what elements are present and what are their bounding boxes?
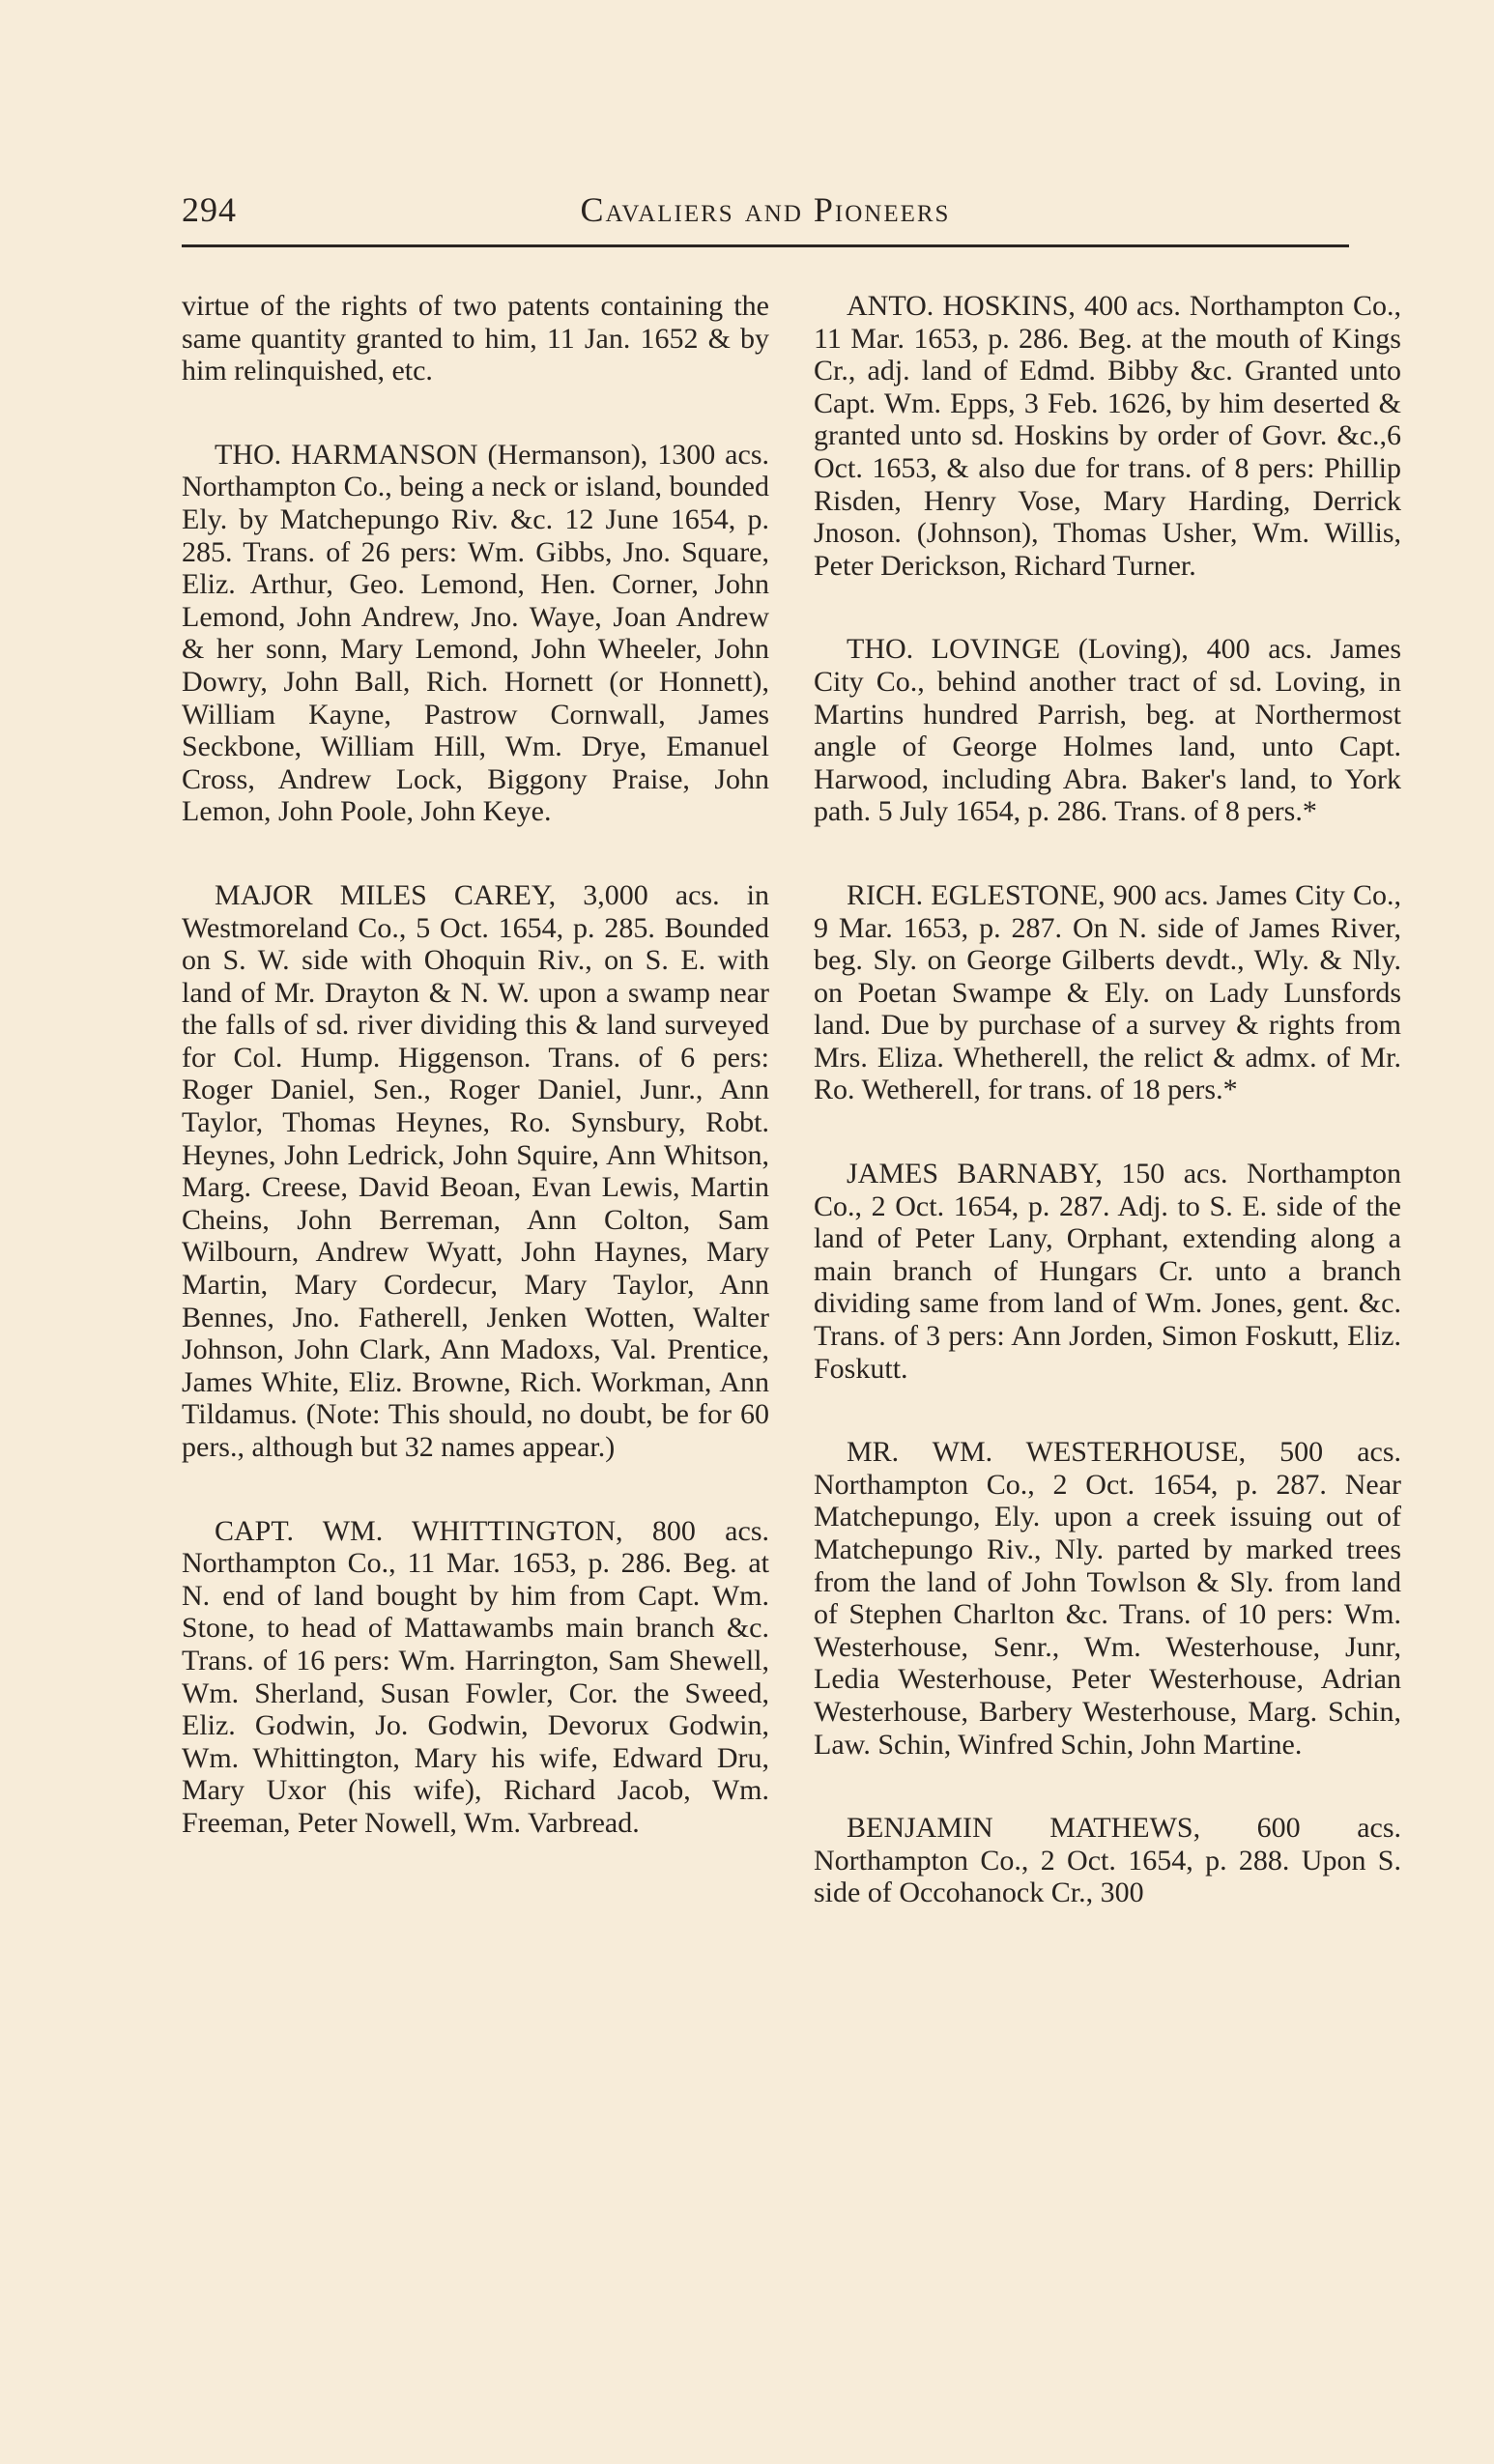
entry-barnaby: JAMES BARNABY, 150 acs. Northampton Co., 2 Oct. 1654, p. 287. Adj. to S. E. side of the land of Peter Lany, Orphant, extending along a main branch of Hungars Cr. unto a branch dividing same from land of Wm. Jones, gent. &c. Trans. of 3 pers: Ann Jorden, Simon Foskutt, Eliz. Foskutt. — [814, 1158, 1401, 1385]
left-column — [182, 290, 769, 1891]
entry-hoskins: ANTO. HOSKINS, 400 acs. Northampton Co., 11 Mar. 1653, p. 286. Beg. at the mouth of Kings Cr., adj. land of Edmd. Bibby &c. Granted unto Capt. Wm. Epps, 3 Feb. 1626, by him deserted & granted unto sd. Hoskins by order of Govr. &c.,6 Oct. 1653, & also due for trans. of 8 pers: Phillip Risden, Henry Vose, Mary Harding, Derrick Jnoson. (Johnson), Thomas Usher, Wm. Willis, Peter Derickson, Richard Turner. — [814, 290, 1401, 582]
right-column — [814, 290, 1401, 1961]
entry-eglestone: RICH. EGLESTONE, 900 acs. James City Co., 9 Mar. 1653, p. 287. On N. side of James River, beg. Sly. on George Gilberts devdt., Wly. & Nly. on Poetan Swampe & Ely. on Lady Lunsfords land. Due by purchase of a survey & rights from Mrs. Eliza. Whetherell, the relict & admx. of Mr. Ro. Wetherell, for trans. of 18 pers.* — [814, 878, 1401, 1106]
entry-harmanson: THO. HARMANSON (Hermanson), 1300 acs. Northampton Co., being a neck or island, bounded Ely. by Matchepungo Riv. &c. 12 June 1654, p. 285. Trans. of 26 pers: Wm. Gibbs, Jno. Square, Eliz. Arthur, Geo. Lemond, Hen. Corner, John Lemond, John Andrew, Jno. Waye, Joan Andrew & her sonn, Mary Lemond, John Wheeler, John Dowry, John Ball, Rich. Hornett (or Honnett), William Kayne, Pastrow Cornwall, James Seckbone, William Hill, Wm. Drye, Emanuel Cross, Andrew Lock, Biggony Praise, John Lemon, John Poole, John Keye. — [182, 438, 769, 828]
entry-whittington: CAPT. WM. WHITTINGTON, 800 acs. Northampton Co., 11 Mar. 1653, p. 286. Beg. at N. end of land bought by him from Capt. Wm. Stone, to head of Mattawambs main branch &c. Trans. of 16 pers: Wm. Harrington, Sam Shewell, Wm. Sherland, Susan Fowler, Cor. the Sweed, Eliz. Godwin, Jo. Godwin, Devorux Godwin, Wm. Whittington, Mary his wife, Edward Dru, Mary Uxor (his wife), Richard Jacob, Wm. Freeman, Peter Nowell, Wm. Varbread. — [182, 1514, 769, 1839]
entry-mathews: BENJAMIN MATHEWS, 600 acs. Northampton Co., 2 Oct. 1654, p. 288. Upon S. side of Occohanock Cr., 300 — [814, 1812, 1401, 1909]
running-head — [182, 189, 1349, 240]
header-rule — [182, 244, 1349, 247]
running-title: Cavaliers and Pioneers — [580, 190, 951, 229]
entry-continuation: virtue of the rights of two patents containing the same quantity granted to him, 11 Jan. 1652 & by him relinquished, etc. — [182, 290, 769, 387]
entry-carey: MAJOR MILES CAREY, 3,000 acs. in Westmoreland Co., 5 Oct. 1654, p. 285. Bounded on S. W. side with Ohoquin Riv., on S. E. with land of Mr. Drayton & N. W. upon a swamp near the falls of sd. river dividing this & land surveyed for Col. Hump. Higgenson. Trans. of 6 pers: Roger Daniel, Sen., Roger Daniel, Junr., Ann Taylor, Thomas Heynes, Ro. Synsbury, Robt. Heynes, John Ledrick, John Squire, Ann Whitson, Marg. Creese, David Beoan, Evan Lewis, Martin Cheins, John Berreman, Ann Colton, Sam Wilbourn, Andrew Wyatt, John Haynes, Mary Martin, Mary Cordecur, Mary Taylor, Ann Bennes, Jno. Fatherell, Jenken Wotten, Walter Johnson, John Clark, Ann Madoxs, Val. Prentice, James White, Eliz. Browne, Rich. Workman, Ann Tildamus. (Note: This should, no doubt, be for 60 pers., although but 32 names appear.) — [182, 878, 769, 1463]
page-number: 294 — [182, 190, 237, 229]
entry-lovinge: THO. LOVINGE (Loving), 400 acs. James City Co., behind another tract of sd. Loving, in Martins hundred Parrish, beg. at Northermost angle of George Holmes land, unto Capt. Harwood, including Abra. Baker's land, to York path. 5 July 1654, p. 286. Trans. of 8 pers.* — [814, 633, 1401, 828]
entry-westerhouse: MR. WM. WESTERHOUSE, 500 acs. Northampton Co., 2 Oct. 1654, p. 287. Near Matchepungo, Ely. upon a creek issuing out of Matchepungo Riv., Nly. parted by marked trees from the land of John Towlson & Sly. from land of Stephen Charlton &c. Trans. of 10 pers: Wm. Westerhouse, Senr., Wm. Westerhouse, Junr, Ledia Westerhouse, Peter Westerhouse, Adrian Westerhouse, Barbery Westerhouse, Marg. Schin, Law. Schin, Winfred Schin, John Martine. — [814, 1436, 1401, 1761]
